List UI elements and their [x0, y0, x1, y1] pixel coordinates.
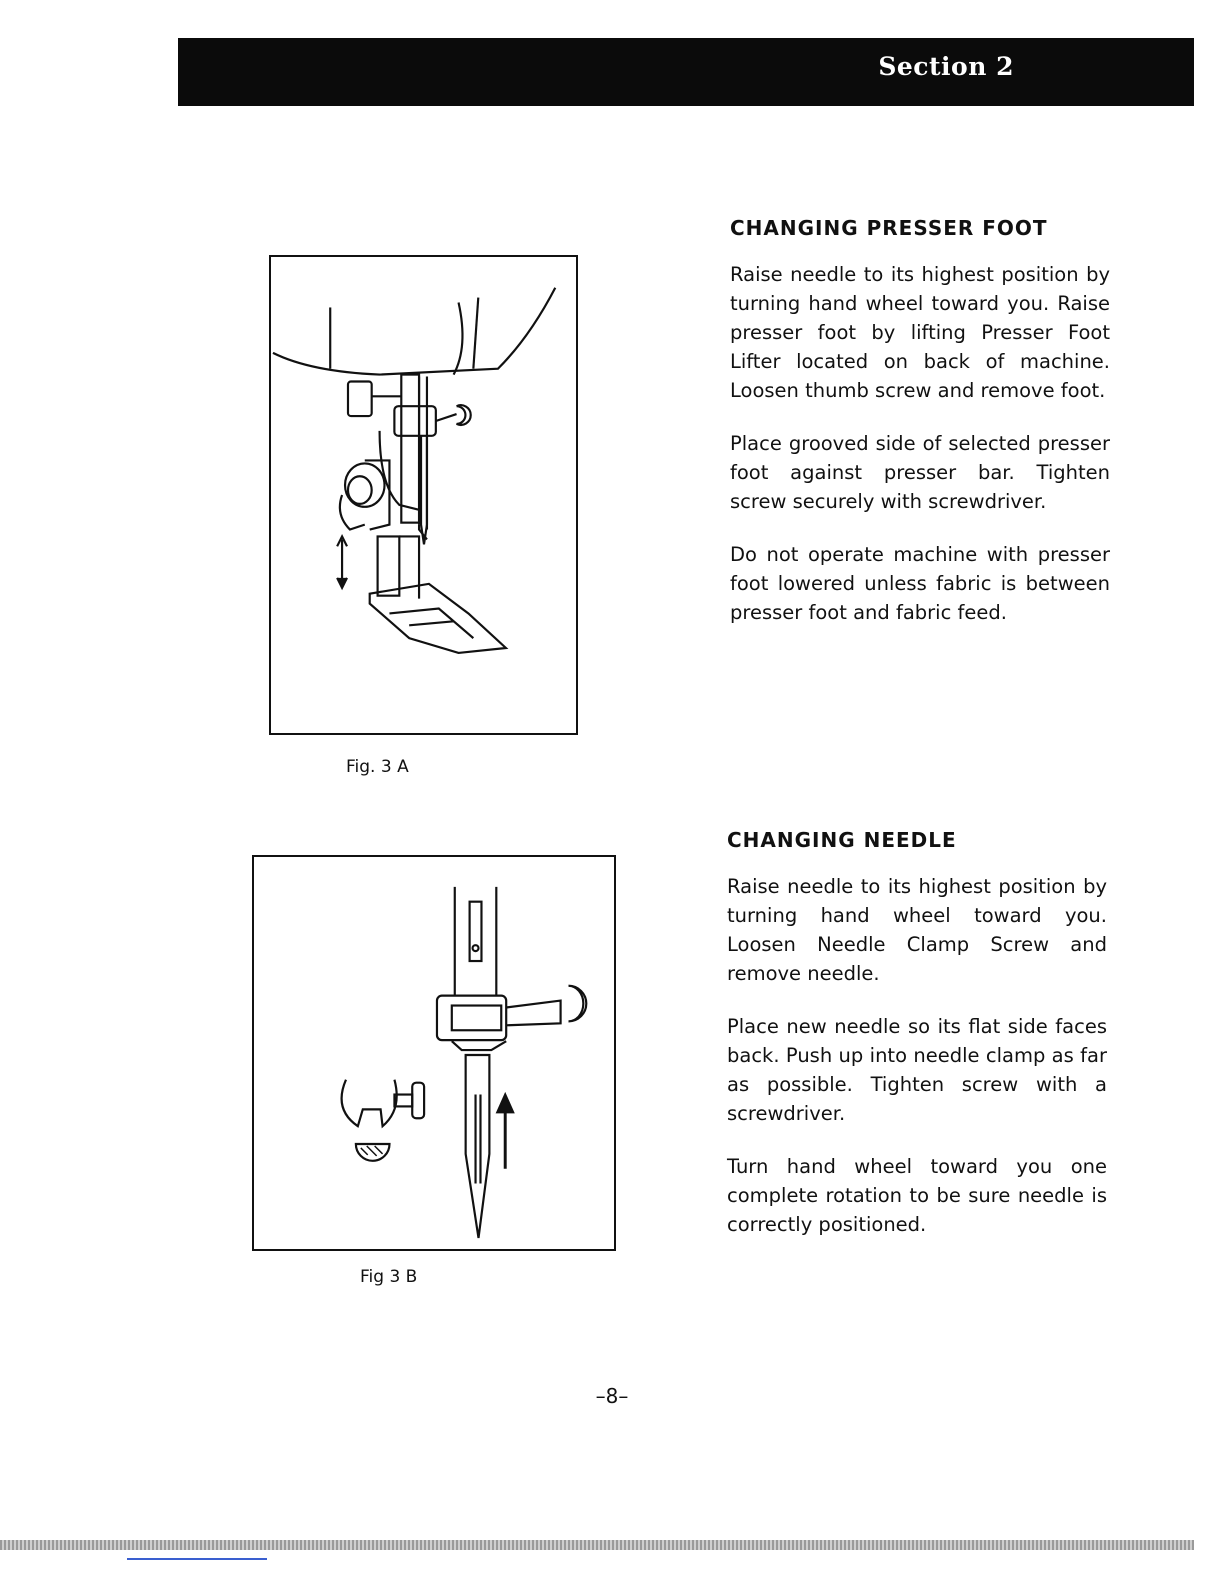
paragraph: Raise needle to its highest position by turning hand wheel toward you. Loosen Needle Clamp Screw and remove needle.: [727, 875, 1107, 985]
needle-illustration: [254, 857, 614, 1249]
section-needle: [727, 828, 1107, 1263]
figure-needle: [252, 855, 616, 1251]
scan-artifact-line: [127, 1558, 267, 1560]
paragraph: Turn hand wheel toward you one complete rotation to be sure needle is correctly positioned.: [727, 1155, 1107, 1236]
paragraph: Do not operate machine with presser foot lowered unless fabric is between presser foot and fabric feed.: [730, 543, 1110, 624]
section-header-bar: [178, 38, 1194, 106]
section-presser-foot: [730, 216, 1110, 651]
figure-caption-3a: Fig. 3 A: [346, 757, 409, 777]
figure-presser-foot: [269, 255, 578, 735]
heading-changing-needle: CHANGING NEEDLE: [727, 828, 957, 852]
section-title: Section 2: [878, 52, 1014, 81]
paragraph: Raise needle to its highest position by turning hand wheel toward you. Raise presser foot by lifting Presser Foot Lifter located on back of machine. Loosen thumb screw and remove foot.: [730, 263, 1110, 402]
scan-edge-strip: [0, 1540, 1194, 1550]
presser-foot-illustration: [271, 257, 576, 733]
figure-caption-3b: Fig 3 B: [360, 1267, 418, 1287]
paragraph: Place new needle so its flat side faces back. Push up into needle clamp as far as possible. Tighten screw with a screwdriver.: [727, 1015, 1107, 1125]
heading-changing-presser-foot: CHANGING PRESSER FOOT: [730, 216, 1048, 240]
paragraph: Place grooved side of selected presser foot against presser bar. Tighten screw securely with screwdriver.: [730, 432, 1110, 513]
page-number: –8–: [595, 1384, 629, 1408]
